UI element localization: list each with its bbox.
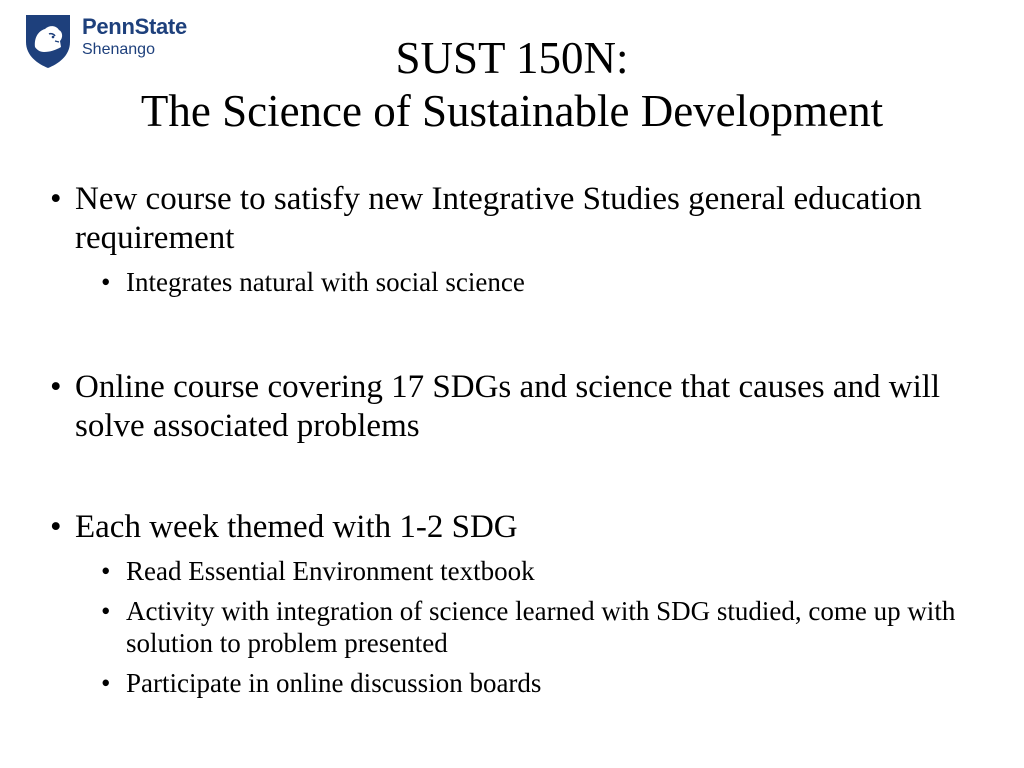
bullet-dot: •	[101, 668, 111, 698]
slide-content	[50, 180, 970, 699]
logo-campus: Shenango	[82, 41, 155, 58]
bullet-dot: •	[101, 267, 111, 297]
title-line-2: The Science of Sustainable Development	[140, 86, 884, 136]
bullet-dot: •	[50, 509, 62, 545]
bullet-item	[50, 508, 970, 547]
bullet-item	[50, 368, 970, 446]
bullet-dot: •	[50, 369, 62, 405]
slide-title	[0, 32, 1024, 138]
sub-bullet-text: Integrates natural with social science	[126, 267, 525, 297]
sub-bullet-text: Read Essential Environment textbook	[126, 556, 535, 586]
sub-bullet-text: Participate in online discussion boards	[126, 668, 542, 698]
title-line-1: SUST 150N:	[395, 33, 629, 83]
sub-bullet-item	[101, 595, 970, 659]
sub-bullet-text: Activity with integration of science learned with SDG studied, come up with solution to problem presented	[126, 596, 956, 658]
sub-bullet-item	[101, 667, 970, 699]
sub-bullet-item	[101, 266, 970, 298]
sub-bullet-item	[101, 555, 970, 587]
bullet-dot: •	[101, 556, 111, 586]
bullet-dot: •	[50, 181, 62, 217]
bullet-text: Each week themed with 1-2 SDG	[75, 509, 518, 545]
logo-brand: PennState	[82, 14, 187, 39]
bullet-text: New course to satisfy new Integrative Studies general education requirement	[75, 181, 922, 256]
bullet-item	[50, 180, 970, 258]
bullet-dot: •	[101, 596, 111, 626]
bullet-text: Online course covering 17 SDGs and science that causes and will solve associated problems	[75, 369, 941, 444]
